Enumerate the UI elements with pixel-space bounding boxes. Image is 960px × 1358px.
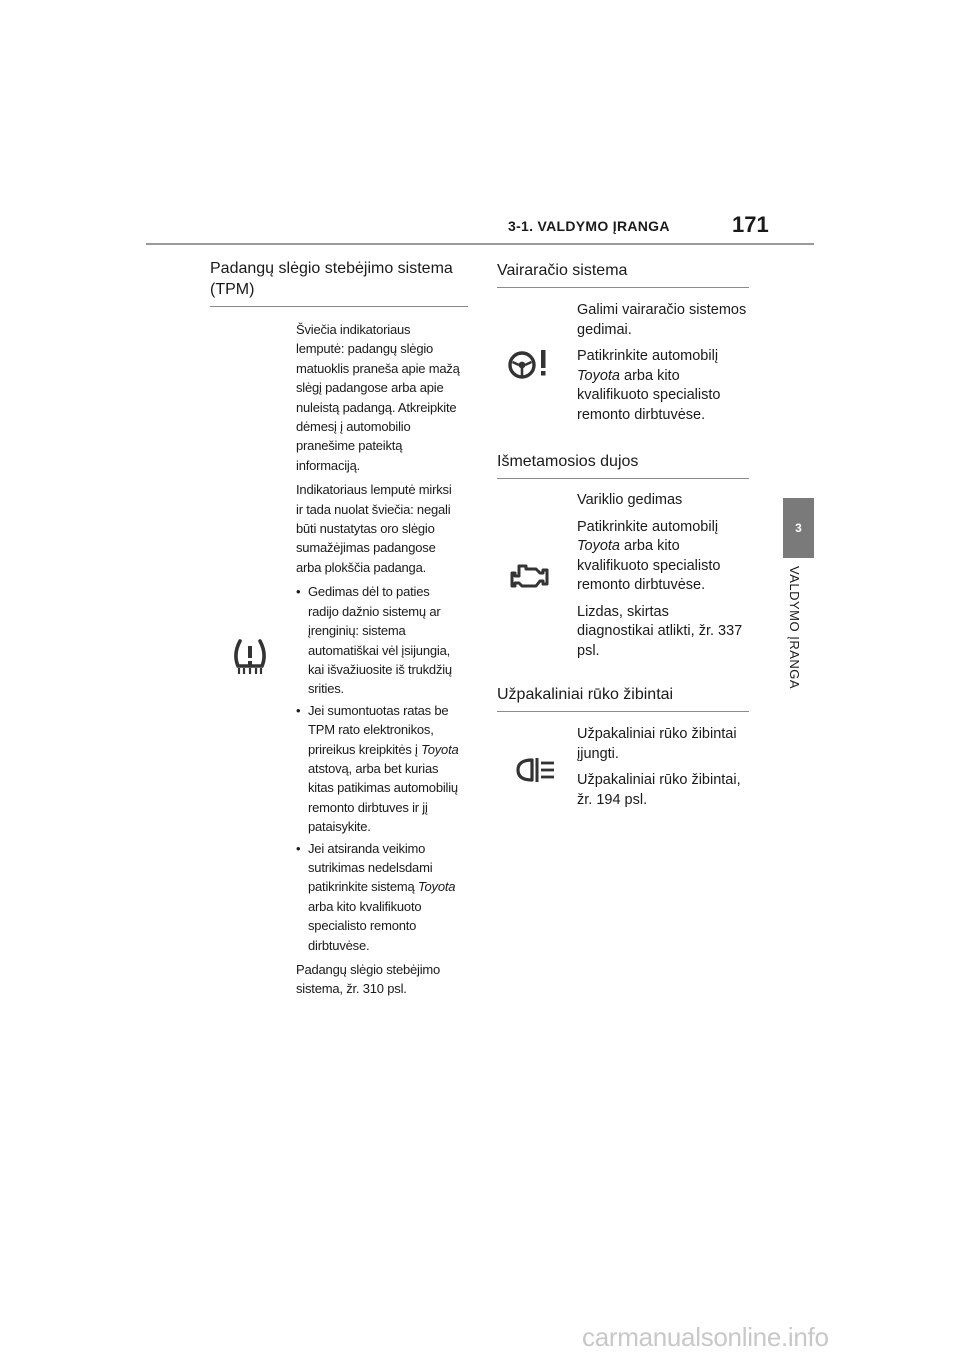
- exhaust-section-title: Išmetamosios dujos: [497, 451, 749, 479]
- tire-pressure-warning-icon: [229, 636, 271, 678]
- tpm-paragraph-3: Padangų slėgio stebėjimo sistema, žr. 310 psl.: [296, 962, 441, 997]
- exhaust-paragraph-3: Lizdas, skirtas diagnostikai atlikti, žr. 337 psl.: [577, 603, 743, 659]
- list-item: • Gedimas dėl to paties radijo dažnio sistemų ar įrenginių: sistema automatiškai vėl įsijungia, kai išvažiuosite iš trukdžių srities.: [296, 582, 474, 698]
- tpm-title-line2: (TPM): [210, 281, 255, 298]
- page-number: 171: [732, 212, 769, 237]
- tpm-bullet-list: [296, 582, 474, 955]
- chapter-label: VALDYMO ĮRANGA: [787, 566, 802, 690]
- steering-section-title: Vairaračio sistema: [497, 260, 749, 288]
- tpm-paragraph-2: Indikatoriaus lemputė mirksi ir tada nuolat šviečia: negali būti nustatytas oro slėgio sumažėjimas padangose arba plokščia padanga.: [296, 482, 452, 575]
- rear-fog-light-icon: [513, 756, 557, 784]
- list-item: • Jei atsiranda veikimo sutrikimas nedelsdami patikrinkite sistemą Toyota arba kito kvalifikuoto specialisto remonto dirbtuvėse.: [296, 839, 474, 955]
- watermark: carmanualsonline.info: [582, 1322, 829, 1352]
- exhaust-paragraph-1: Variklio gedimas: [577, 492, 683, 508]
- tpm-description: [296, 320, 474, 1004]
- fog-description: [577, 725, 752, 817]
- steering-paragraph-2: Patikrinkite automobilį Toyota arba kito kvalifikuoto specialisto remonto dirbtuvėse.: [577, 348, 721, 423]
- steering-warning-icon: [505, 346, 551, 382]
- check-engine-icon: [510, 562, 552, 592]
- tpm-section-title: [210, 258, 468, 307]
- tpm-title-line1: Padangų slėgio stebėjimo sistema: [210, 260, 453, 277]
- tpm-paragraph-1: Šviečia indikatoriaus lemputė: padangų slėgio matuoklis praneša apie mažą slėgį padangose arba apie nuleistą padangą. Atkreipkite dėmesį į automobilio pranešime pateiktą informaciją.: [296, 322, 460, 473]
- fog-paragraph-1: Užpakaliniai rūko žibintai įjungti.: [577, 726, 737, 762]
- chapter-number: 3: [795, 521, 802, 535]
- section-header: 3-1. VALDYMO ĮRANGA: [508, 218, 670, 234]
- chapter-tab: [783, 498, 814, 558]
- fog-section-title: Užpakaliniai rūko žibintai: [497, 684, 749, 712]
- steering-paragraph-1: Galimi vairaračio sistemos gedimai.: [577, 302, 747, 338]
- exhaust-paragraph-2: Patikrinkite automobilį Toyota arba kito kvalifikuoto specialisto remonto dirbtuvėse.: [577, 518, 721, 593]
- header-divider: [146, 243, 814, 245]
- list-item: • Jei sumontuotas ratas be TPM rato elektronikos, prireikus kreipkitės į Toyota atstovą, arba bet kurias kitas patikimas automobilių remonto dirbtuves ir jį pataisykite.: [296, 701, 474, 837]
- exhaust-description: [577, 491, 752, 668]
- steering-description: [577, 301, 752, 432]
- fog-paragraph-2: Užpakaliniai rūko žibintai, žr. 194 psl.: [577, 772, 741, 808]
